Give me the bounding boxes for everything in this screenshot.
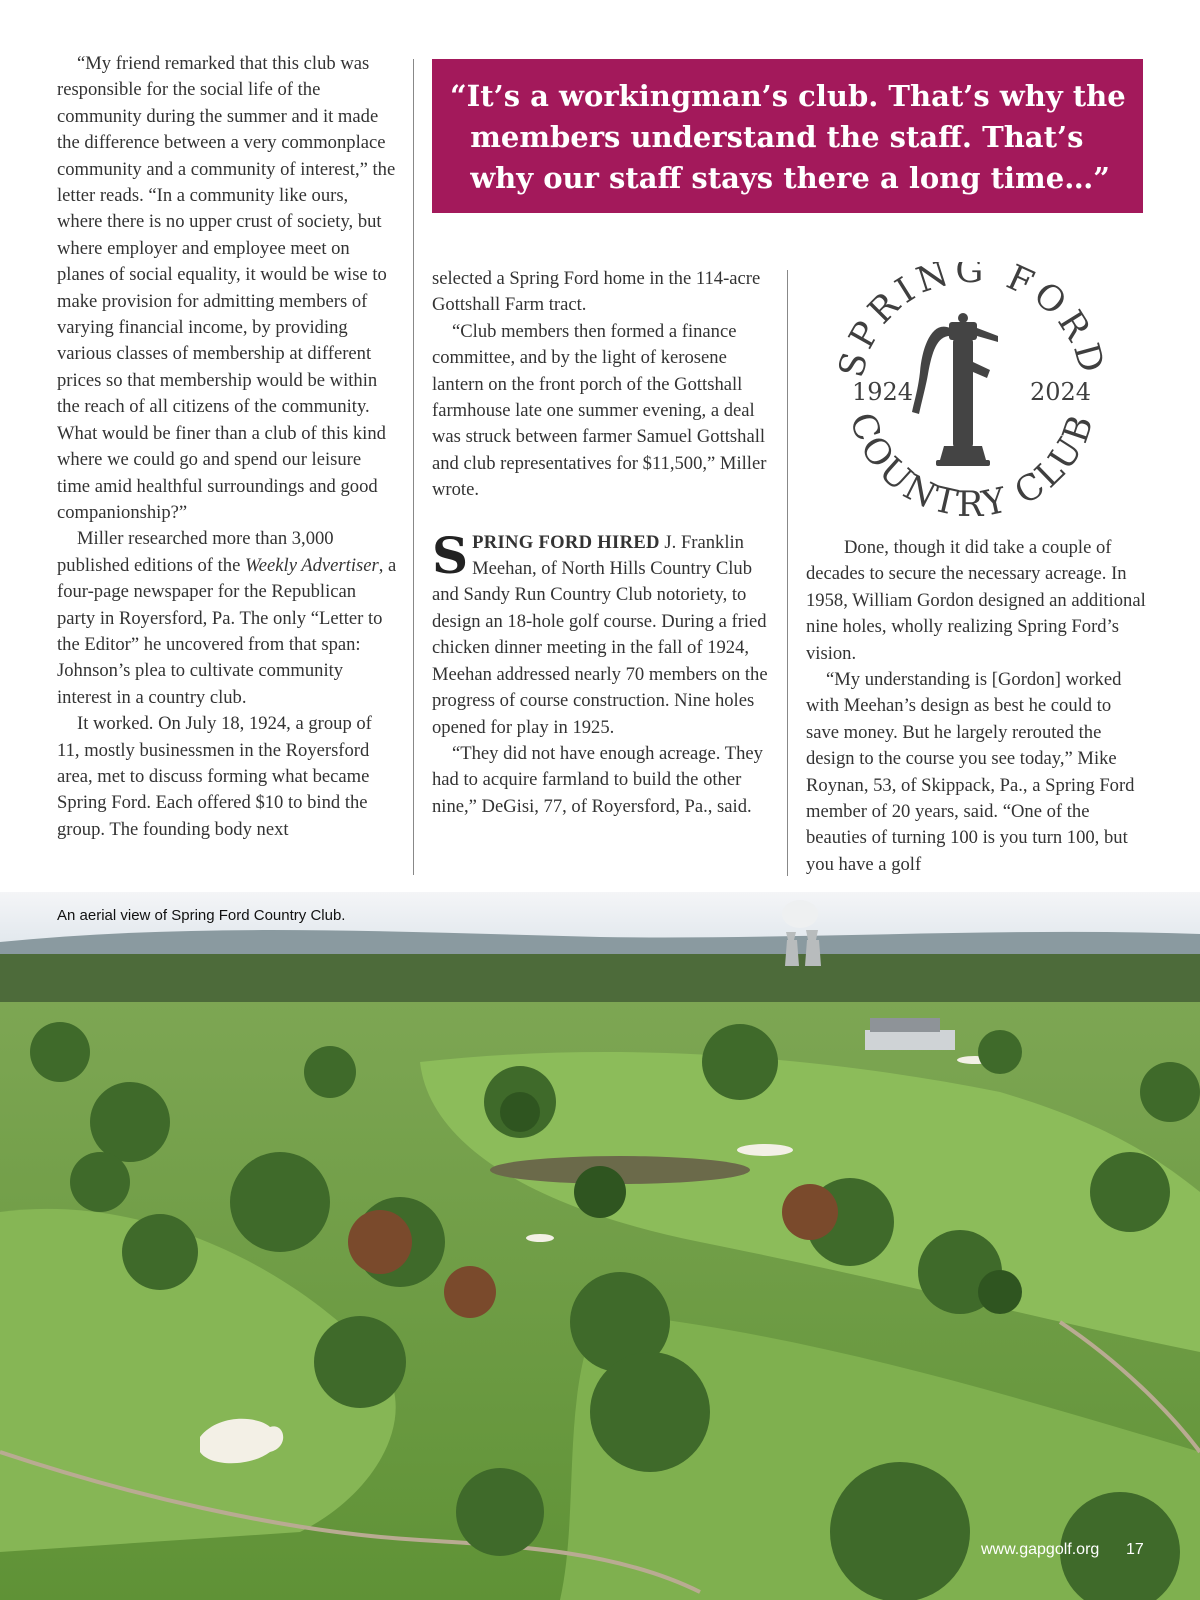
drop-cap: S — [432, 525, 469, 585]
column-rule-left — [413, 59, 414, 875]
column-rule-right — [787, 270, 788, 876]
logo-year-left: 1924 — [852, 378, 914, 406]
left-paragraph-2-end: , a four-page newspaper for the Republican party in Royersford, Pa. The only “Letter to the Editor” he uncovered from that span: Johnson’s plea to cultivate community interest in a country club. — [57, 554, 397, 708]
page-number: 17 — [1126, 1541, 1144, 1558]
logo-bottom-text: COUNTRY CLUB — [841, 407, 1103, 522]
pull-quote-line-3: why our staff stays there a long time…” — [450, 161, 1110, 195]
pull-quote-line-2: members understand the staff. That’s — [450, 120, 1084, 154]
left-column — [57, 51, 397, 843]
middle-paragraph-3 — [432, 525, 772, 741]
club-logo — [822, 262, 1122, 522]
left-paragraph-3: It worked. On July 18, 1924, a group of 11, mostly businessmen in the Royersford area, met to discuss forming what became Spring Ford. Each offered $10 to bind the group. The founding body next — [57, 713, 372, 840]
logo-year-right: 2024 — [1030, 378, 1092, 406]
right-column — [806, 535, 1146, 878]
left-paragraph-1: “My friend remarked that this club was responsible for the social life of the community during the summer and it made the difference between a very commonplace community and a community of interest,” the letter reads. “In a community like ours, where there is no upper crust of society, but where employer and employee meet on planes of social equality, it would be wise to make provision for admitting members of varying financial income, by providing various classes of membership at different prices so that membership would be within the reach of all citizens of the community. What would be finer than a club of this kind where we could go and spend our leisure time amid healthful surroundings and good companionship?” — [57, 53, 396, 523]
middle-paragraph-2: “Club members then formed a finance committee, and by the light of kerosene lantern on the front porch of the Gottshall farmhouse late one summer evening, a deal was struck between farmer Samuel Gottshall and club representatives for $11,500,” Miller wrote. — [432, 320, 767, 501]
pull-quote — [432, 59, 1143, 213]
middle-paragraph-1: selected a Spring Ford home in the 114-acre Gottshall Farm tract. — [432, 268, 761, 316]
footer-url: www.gapgolf.org — [981, 1541, 1100, 1558]
left-paragraph-2 — [57, 526, 397, 711]
middle-paragraph-4: “They did not have enough acreage. They had to acquire farmland to build the other nine,” DeGisi, 77, of Royersford, Pa., said. — [432, 742, 763, 817]
section-lead-in: PRING FORD HIRED — [472, 531, 660, 553]
right-paragraph-1: Done, though it did take a couple of decades to secure the necessary acreage. In 1958, William Gordon designed an additional nine holes, wholly realizing Spring Ford’s vision. — [806, 537, 1146, 664]
logo-top-text: SPRING FORD — [831, 262, 1113, 382]
newspaper-title: Weekly Advertiser — [244, 554, 379, 576]
photo-caption: An aerial view of Spring Ford Country Club. — [57, 907, 346, 924]
water-pump-icon — [912, 313, 998, 466]
aerial-photo — [0, 892, 1200, 1600]
left-paragraph-2-start: Miller researched more than 3,000 published editions of the — [57, 528, 334, 576]
middle-column — [432, 266, 772, 820]
right-paragraph-2: “My understanding is [Gordon] worked with Meehan’s design as best he could to save money. But he largely rerouted the design to the course you see today,” Mike Roynan, 53, of Skippack, Pa., a Spring Ford member of 20 years, said. “One of the beauties of turning 100 is you turn 100, but you have a golf — [806, 669, 1135, 875]
middle-paragraph-3-body: J. Franklin Meehan, of North Hills Country Club and Sandy Run Country Club notoriety, to design an 18-hole golf course. During a fried chicken dinner meeting in the fall of 1924, Meehan addressed nearly 70 members on the progress of course construction. Nine holes opened for play in 1925. — [432, 531, 768, 738]
pull-quote-line-1: “It’s a workingman’s club. That’s why the — [450, 79, 1126, 113]
